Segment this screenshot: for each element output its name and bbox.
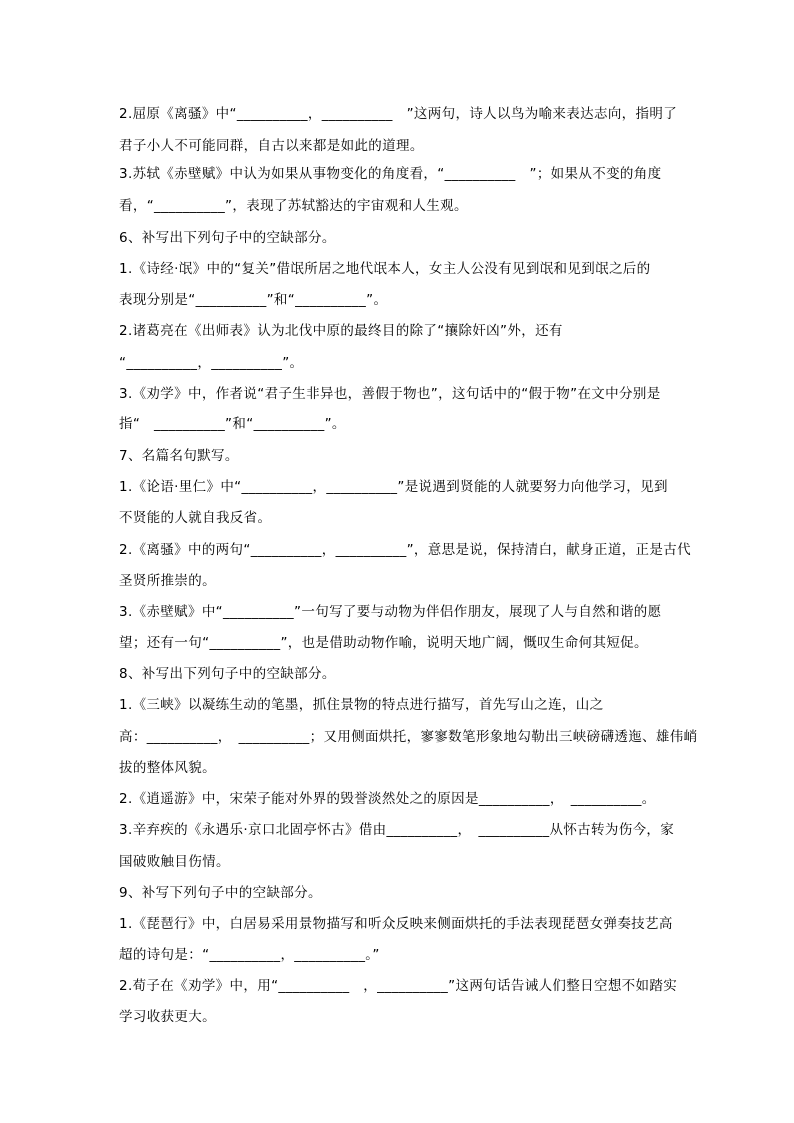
text-line: 2.屈原《离骚》中“__________，__________ ”这两句，诗人以鸟为喻来表达志向，指明了 (119, 106, 678, 122)
text-line: 国破败触目伤情。 (119, 854, 230, 870)
text-line: 高：__________， __________；又用侧面烘托，寥寥数笔形象地勾勒出三峡磅礴透迤、雄伟峭 (119, 729, 698, 745)
text-line: 超的诗句是：“__________，__________。” (119, 947, 380, 963)
text-line: 望；还有一句“__________”，也是借助动物作喻，说明天地广阔，慨叹生命何其短促。 (119, 635, 648, 651)
text-line: 3.苏轼《赤壁赋》中认为如果从事物变化的角度看，“__________ ”；如果从不变的角度 (119, 166, 662, 182)
text-line: 3.《赤壁赋》中“__________”一句写了要与动物为伴侣作朋友，展现了人与自然和谐的愿 (119, 604, 662, 620)
text-line: 2.诸葛亮在《出师表》认为北伐中原的最终目的除了“攘除奸凶”外，还有 (119, 323, 563, 339)
text-line: 1.《琵琶行》中，白居易采用景物描写和听众反映来侧面烘托的手法表现琵琶女弹奏技艺高 (119, 916, 673, 932)
text-line: 指“ __________”和“__________”。 (119, 416, 346, 432)
text-line: 2.《离骚》中的两句“__________，__________”，意思是说，保持清白，献身正道，正是古代 (119, 542, 691, 558)
text-line: 3.《劝学》中，作者说“君子生非异也，善假于物也”，这句话中的“假于物”在文中分别是 (119, 386, 661, 402)
text-line: 圣贤所推崇的。 (119, 573, 216, 589)
text-line: 2.荀子在《劝学》中，用“__________ ，__________”这两句话告诫人们整日空想不如踏实 (119, 978, 678, 994)
text-line: 2.《逍遥游》中，宋荣子能对外界的毁誉淡然处之的原因是__________， __________。 (119, 791, 656, 807)
question-heading: 7、名篇名句默写。 (119, 448, 239, 464)
text-line: 3.辛弃疾的《永遇乐·京口北固亭怀古》借由__________， __________从怀古转为伤今，家 (119, 822, 675, 838)
text-line: 学习收获更大。 (119, 1009, 216, 1025)
text-line: 不贤能的人就自我反省。 (119, 510, 272, 526)
text-line: 拔的整体风貌。 (119, 760, 216, 776)
question-heading: 9、补写下列句子中的空缺部分。 (119, 885, 322, 901)
question-heading: 8、补写出下列句子中的空缺部分。 (119, 666, 336, 682)
text-line: 1.《三峡》以凝练生动的笔墨，抓住景物的特点进行描写，首先写山之连，山之 (119, 697, 604, 713)
text-line: 君子小人不可能同群，自古以来都是如此的道理。 (119, 138, 424, 154)
text-line: 1.《诗经·氓》中的“复关”借氓所居之地代氓本人，女主人公没有见到氓和见到氓之后的 (119, 261, 651, 277)
question-heading: 6、补写出下列句子中的空缺部分。 (119, 230, 336, 246)
text-line: 1.《论语·里仁》中“__________，__________”是说遇到贤能的人就要努力向他学习，见到 (119, 479, 668, 495)
text-line: “__________，__________”。 (119, 355, 304, 371)
text-line: 表现分别是“__________”和“__________”。 (119, 292, 388, 308)
text-line: 看，“__________”，表现了苏轼豁达的宇宙观和人生观。 (119, 198, 468, 214)
